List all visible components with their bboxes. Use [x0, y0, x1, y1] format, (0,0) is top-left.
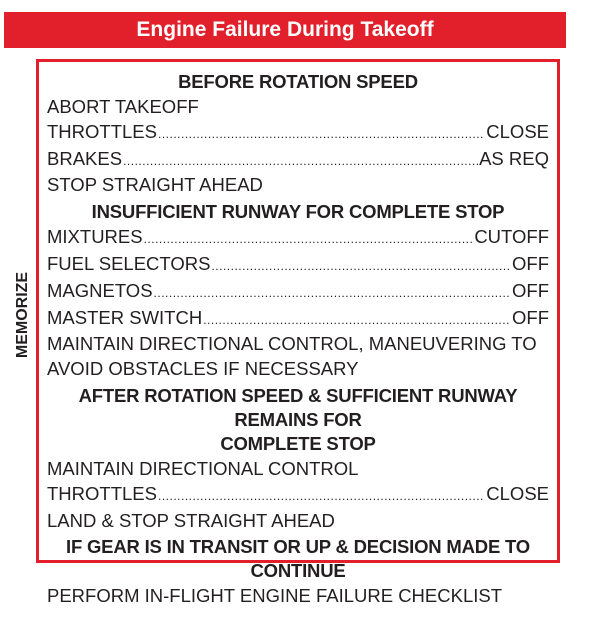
- checklist-box: [36, 59, 560, 607]
- section-header-gear-in-transit: IF GEAR IS IN TRANSIT OR UP & DECISION MADE TO CONTINUE: [66, 536, 530, 582]
- step-label: MASTER SWITCH: [47, 306, 203, 328]
- memorize-text: MEMORIZE: [14, 271, 31, 359]
- step-throttles: [47, 482, 549, 509]
- section-header-line: AFTER ROTATION SPEED & SUFFICIENT RUNWAY REMAINS FOR: [78, 384, 518, 430]
- step-value: CLOSE: [486, 120, 549, 142]
- memorize-side-label: [12, 273, 34, 357]
- step-brakes: [47, 147, 549, 174]
- step-label: FUEL SELECTORS: [47, 252, 211, 274]
- section-header-line: COMPLETE STOP: [220, 432, 376, 454]
- leader-dots: [211, 254, 511, 279]
- leader-dots: [154, 281, 511, 306]
- step-label: THROTTLES: [47, 120, 157, 142]
- leader-dots: [203, 308, 511, 333]
- leader-dots: [144, 227, 474, 252]
- leader-dots: [158, 484, 485, 509]
- step-value: CUTOFF: [474, 226, 549, 248]
- step-value: AS REQ: [479, 147, 549, 169]
- step-stop-straight-ahead: STOP STRAIGHT AHEAD: [47, 174, 263, 196]
- leader-dots: [123, 149, 478, 174]
- leader-dots: [158, 122, 485, 147]
- step-magnetos: [47, 279, 549, 306]
- checklist-title: Engine Failure During Takeoff: [4, 12, 566, 48]
- step-throttles: [47, 120, 549, 147]
- step-value: CLOSE: [486, 482, 549, 504]
- step-fuel-selectors: [47, 252, 549, 279]
- step-value: OFF: [512, 306, 549, 328]
- step-maintain-control: MAINTAIN DIRECTIONAL CONTROL, MANEUVERING TO: [47, 333, 537, 355]
- step-label: THROTTLES: [47, 482, 157, 504]
- step-avoid-obstacles: AVOID OBSTACLES IF NECESSARY: [47, 358, 359, 380]
- step-maintain-directional-control: MAINTAIN DIRECTIONAL CONTROL: [47, 457, 359, 479]
- step-label: MIXTURES: [47, 226, 143, 248]
- section-header-before-rotation: BEFORE ROTATION SPEED: [178, 71, 418, 92]
- step-abort-takeoff: ABORT TAKEOFF: [47, 96, 199, 117]
- section-header-after-rotation: [47, 384, 549, 456]
- section-header-insufficient-runway: INSUFFICIENT RUNWAY FOR COMPLETE STOP: [91, 201, 505, 223]
- step-mixtures: [47, 225, 549, 252]
- step-label: BRAKES: [47, 147, 123, 169]
- step-value: OFF: [512, 279, 549, 301]
- step-perform-checklist: PERFORM IN-FLIGHT ENGINE FAILURE CHECKLIST: [47, 585, 503, 607]
- step-master-switch: [47, 306, 549, 333]
- step-land-and-stop: LAND & STOP STRAIGHT AHEAD: [47, 509, 335, 531]
- step-label: MAGNETOS: [47, 279, 153, 301]
- step-value: OFF: [512, 252, 549, 274]
